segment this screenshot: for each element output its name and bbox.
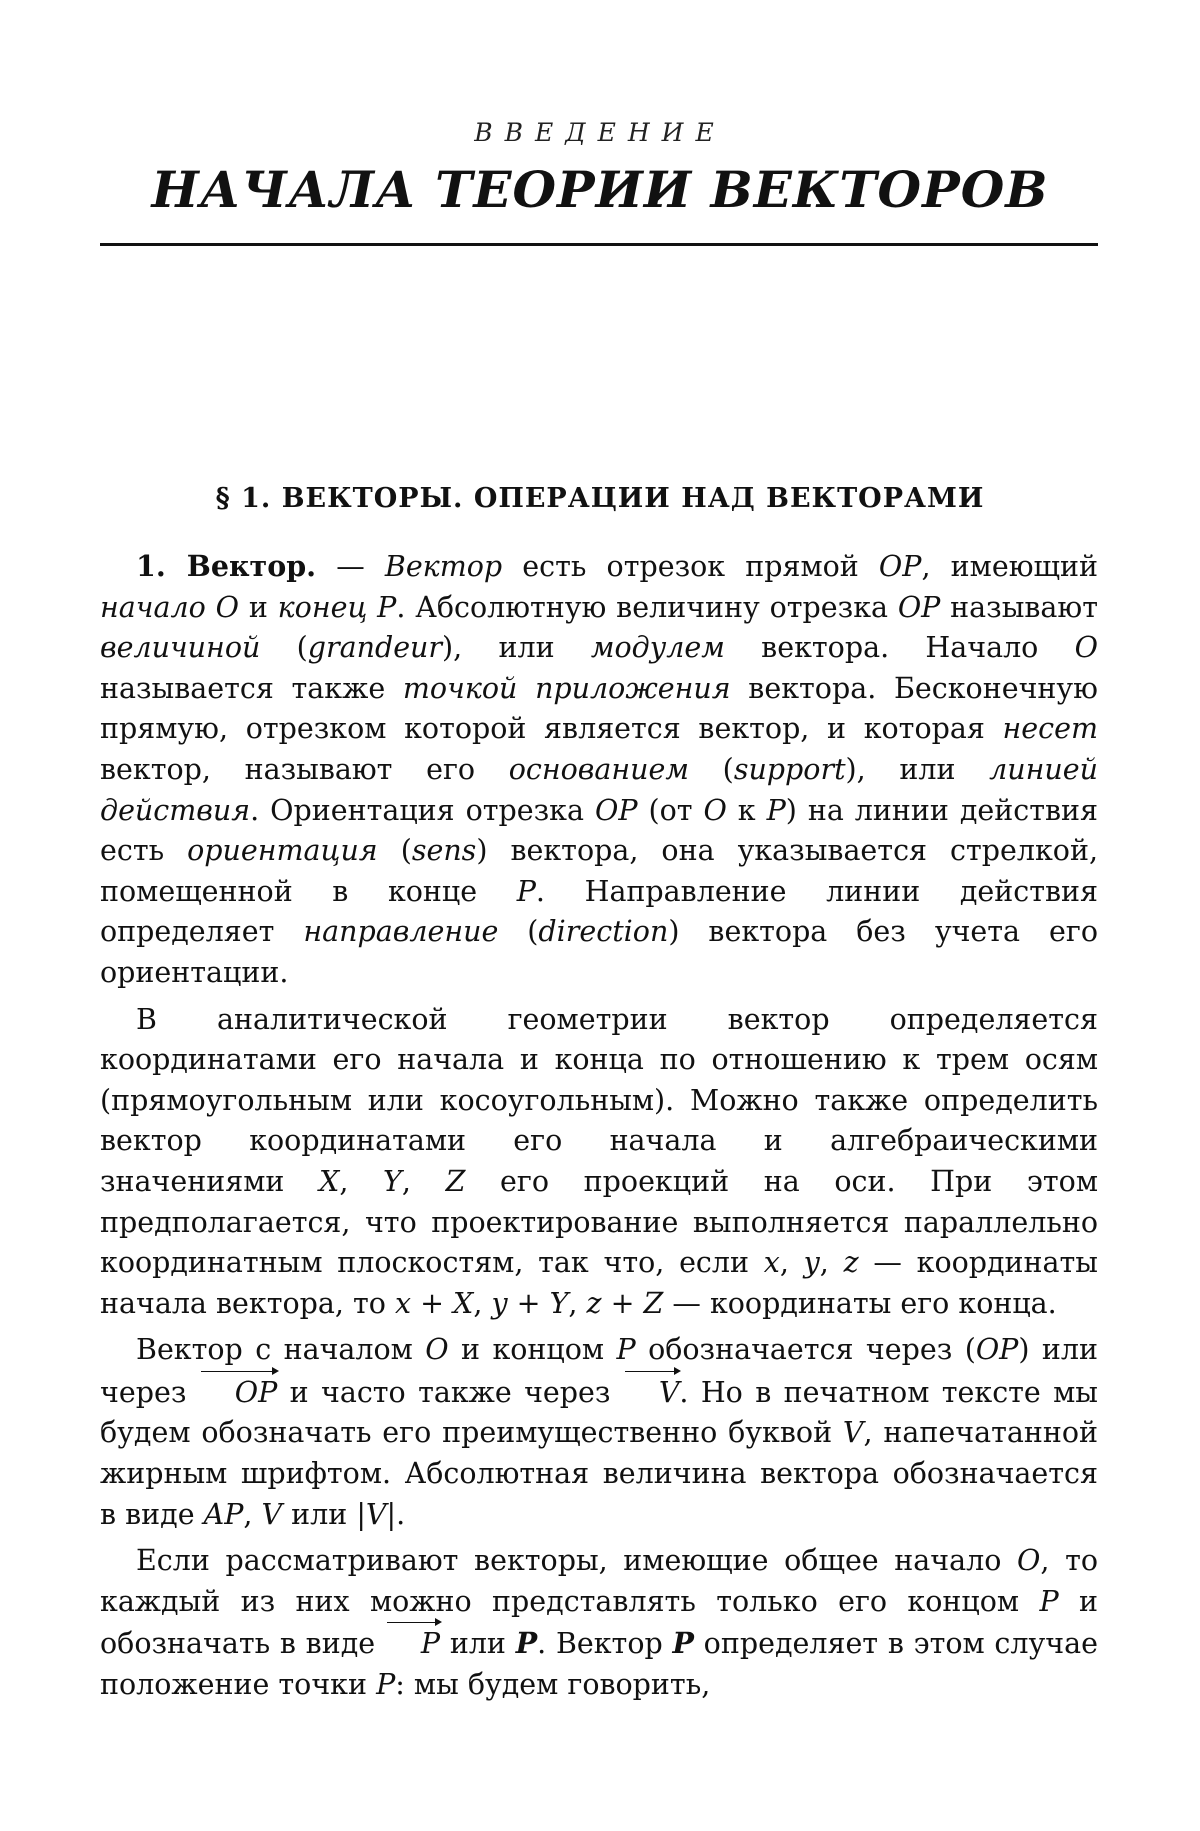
text-span: , bbox=[568, 1286, 587, 1320]
text-span: , имеющий bbox=[921, 550, 1098, 583]
term-support: основанием bbox=[508, 752, 690, 786]
text-span: и обозначать в виде bbox=[100, 1584, 1098, 1661]
chapter-label: ВВЕДЕНИЕ bbox=[474, 118, 726, 147]
vector-arrow-symbol: P bbox=[385, 1622, 440, 1665]
text-span: ), или bbox=[442, 631, 591, 665]
text-span: ( bbox=[689, 752, 734, 786]
text-span: вектора. Начало bbox=[724, 631, 1075, 665]
math-symbol: P bbox=[516, 874, 536, 908]
text-span: к bbox=[726, 793, 767, 827]
text-span: , bbox=[339, 1164, 384, 1198]
text-span: и bbox=[239, 590, 278, 624]
math-symbol: V bbox=[261, 1497, 283, 1531]
vector-arrow-symbol: V bbox=[623, 1371, 680, 1414]
text-span: . Вектор bbox=[537, 1627, 673, 1661]
math-symbol: OP bbox=[594, 793, 638, 827]
text-span: Вектор с началом bbox=[136, 1333, 426, 1367]
text-span: , bbox=[819, 1246, 844, 1280]
text-span: обозначается через ( bbox=[635, 1333, 976, 1367]
text-span: вектора. Бесконечную прямую, отрезком которой является вектор, и которая bbox=[100, 671, 1098, 746]
math-symbol: OP bbox=[878, 550, 922, 583]
math-symbol: P bbox=[616, 1333, 636, 1367]
term-end: конец bbox=[277, 590, 368, 624]
text-span: В аналитической геометрии вектор определяется координатами его начала и конца по отношению к трем осям (прямоугольным или косоугольным). Можно также определить вектор координатами его начала и алгебраическими значениями bbox=[100, 1002, 1098, 1198]
math-symbol: X bbox=[319, 1164, 340, 1198]
text-span: — координаты начала вектора, то bbox=[100, 1246, 1098, 1320]
math-expression: x + X bbox=[394, 1286, 474, 1320]
term-vector: Вектор bbox=[384, 550, 503, 583]
item-heading: 1. Вектор. bbox=[136, 549, 317, 583]
text-span: . Направление линии действия определяет bbox=[100, 874, 1099, 949]
term-application-point: точкой приложения bbox=[402, 671, 731, 705]
text-span: Если рассматривают векторы, имеющие общее начало bbox=[136, 1544, 1018, 1578]
text-span: , то каждый из них можно представлять только его концом bbox=[100, 1544, 1098, 1618]
term-magnitude: величиной bbox=[100, 631, 261, 665]
text-span: определяет в этом случае положение точки bbox=[100, 1627, 1098, 1702]
text-span: называется также bbox=[100, 671, 403, 705]
paragraph-analytic-geometry bbox=[100, 1000, 1098, 1325]
math-symbol: O bbox=[425, 1333, 449, 1367]
text-span: . Ориентация отрезка bbox=[250, 793, 595, 827]
math-symbol: P bbox=[766, 793, 786, 827]
math-expression: y + Y bbox=[491, 1286, 569, 1320]
math-symbol: O bbox=[1074, 631, 1098, 665]
term-carries: несет bbox=[1002, 712, 1098, 746]
math-expression: z + Z bbox=[586, 1286, 664, 1320]
text-span: . bbox=[396, 1497, 406, 1531]
text-span: . Абсолютную величину отрезка bbox=[396, 590, 898, 624]
math-symbol: OP bbox=[897, 590, 941, 624]
text-span: — координаты его конца. bbox=[663, 1286, 1057, 1320]
text-span: называют bbox=[940, 590, 1099, 624]
math-symbol: z bbox=[843, 1246, 859, 1280]
text-span: ), или bbox=[845, 752, 990, 786]
text-span: , напечатанной жирным шрифтом. Абсолютная величина вектора обозначается в виде bbox=[100, 1416, 1098, 1531]
text-span: ) или через bbox=[100, 1333, 1098, 1409]
text-span: , bbox=[779, 1246, 804, 1280]
text-span: вектор, называют его bbox=[100, 752, 509, 786]
math-symbol: P bbox=[1039, 1584, 1059, 1618]
term-foreign: grandeur bbox=[307, 631, 443, 665]
text-span: ) вектора без учета его ориентации. bbox=[100, 915, 1098, 989]
text-span: , bbox=[473, 1286, 492, 1320]
title-divider bbox=[100, 243, 1098, 246]
math-symbol: P bbox=[376, 1668, 396, 1702]
bold-vector-symbol: P bbox=[672, 1626, 694, 1661]
text-span: есть отрезок прямой bbox=[502, 550, 879, 583]
text-span: ( bbox=[260, 631, 308, 665]
math-symbol: O bbox=[1017, 1544, 1041, 1578]
math-symbol: OP bbox=[975, 1333, 1019, 1367]
math-symbol: x bbox=[763, 1246, 780, 1280]
term-foreign: support bbox=[733, 752, 846, 786]
math-symbol: y bbox=[803, 1246, 820, 1280]
paragraph-vector-definition bbox=[100, 546, 1098, 994]
text-span: (от bbox=[637, 793, 704, 827]
math-symbol: P bbox=[377, 590, 397, 624]
term-foreign: direction bbox=[538, 915, 669, 949]
text-span bbox=[206, 591, 216, 624]
term-foreign: sens bbox=[411, 834, 477, 868]
text-span: и часто также через bbox=[277, 1375, 623, 1409]
paragraph-notation bbox=[100, 1330, 1098, 1535]
text-span: . Но в печатном тексте мы будем обозначать его преимущественно буквой bbox=[100, 1375, 1098, 1450]
body-text bbox=[100, 546, 1098, 1706]
text-span: его проекций на оси. При этом предполагается, что проектирование выполняется параллельно координатным плоскостям, так что, если bbox=[100, 1164, 1098, 1280]
math-symbol: O bbox=[703, 793, 727, 827]
text-span: и концом bbox=[448, 1333, 617, 1367]
text-span: , bbox=[243, 1497, 262, 1531]
math-symbol: Z bbox=[445, 1164, 466, 1198]
math-symbol: O bbox=[215, 590, 239, 624]
text-span: ( bbox=[377, 834, 412, 868]
text-span: — bbox=[316, 550, 385, 583]
text-span bbox=[367, 591, 377, 624]
text-span: ) вектора, она указывается стрелкой, помещенной в конце bbox=[100, 834, 1099, 908]
math-symbol: Y bbox=[383, 1164, 402, 1198]
term-direction: направление bbox=[303, 915, 499, 949]
section-heading: § 1. ВЕКТОРЫ. ОПЕРАЦИИ НАД ВЕКТОРАМИ bbox=[215, 483, 985, 514]
term-origin: начало bbox=[100, 590, 206, 624]
math-symbol: V bbox=[842, 1416, 864, 1450]
term-modulus: модулем bbox=[590, 631, 725, 665]
math-expression: |V| bbox=[356, 1497, 397, 1531]
paragraph-common-origin bbox=[100, 1541, 1098, 1705]
term-orientation: ориентация bbox=[187, 834, 378, 868]
vector-arrow-symbol: OP bbox=[199, 1371, 278, 1414]
text-span: , bbox=[401, 1164, 446, 1198]
math-symbol: AP bbox=[203, 1497, 244, 1531]
text-span: или bbox=[282, 1497, 357, 1531]
bold-vector-symbol: P bbox=[515, 1626, 538, 1661]
text-span: ) на линии действия есть bbox=[100, 793, 1098, 868]
term-line-of-action: линией действия bbox=[100, 752, 1098, 827]
text-span: или bbox=[440, 1627, 516, 1661]
chapter-title: НАЧАЛА ТЕОРИИ ВЕКТОРОВ bbox=[151, 160, 1049, 219]
text-span: : мы будем говорить, bbox=[395, 1668, 711, 1702]
text-span: ( bbox=[498, 915, 539, 949]
